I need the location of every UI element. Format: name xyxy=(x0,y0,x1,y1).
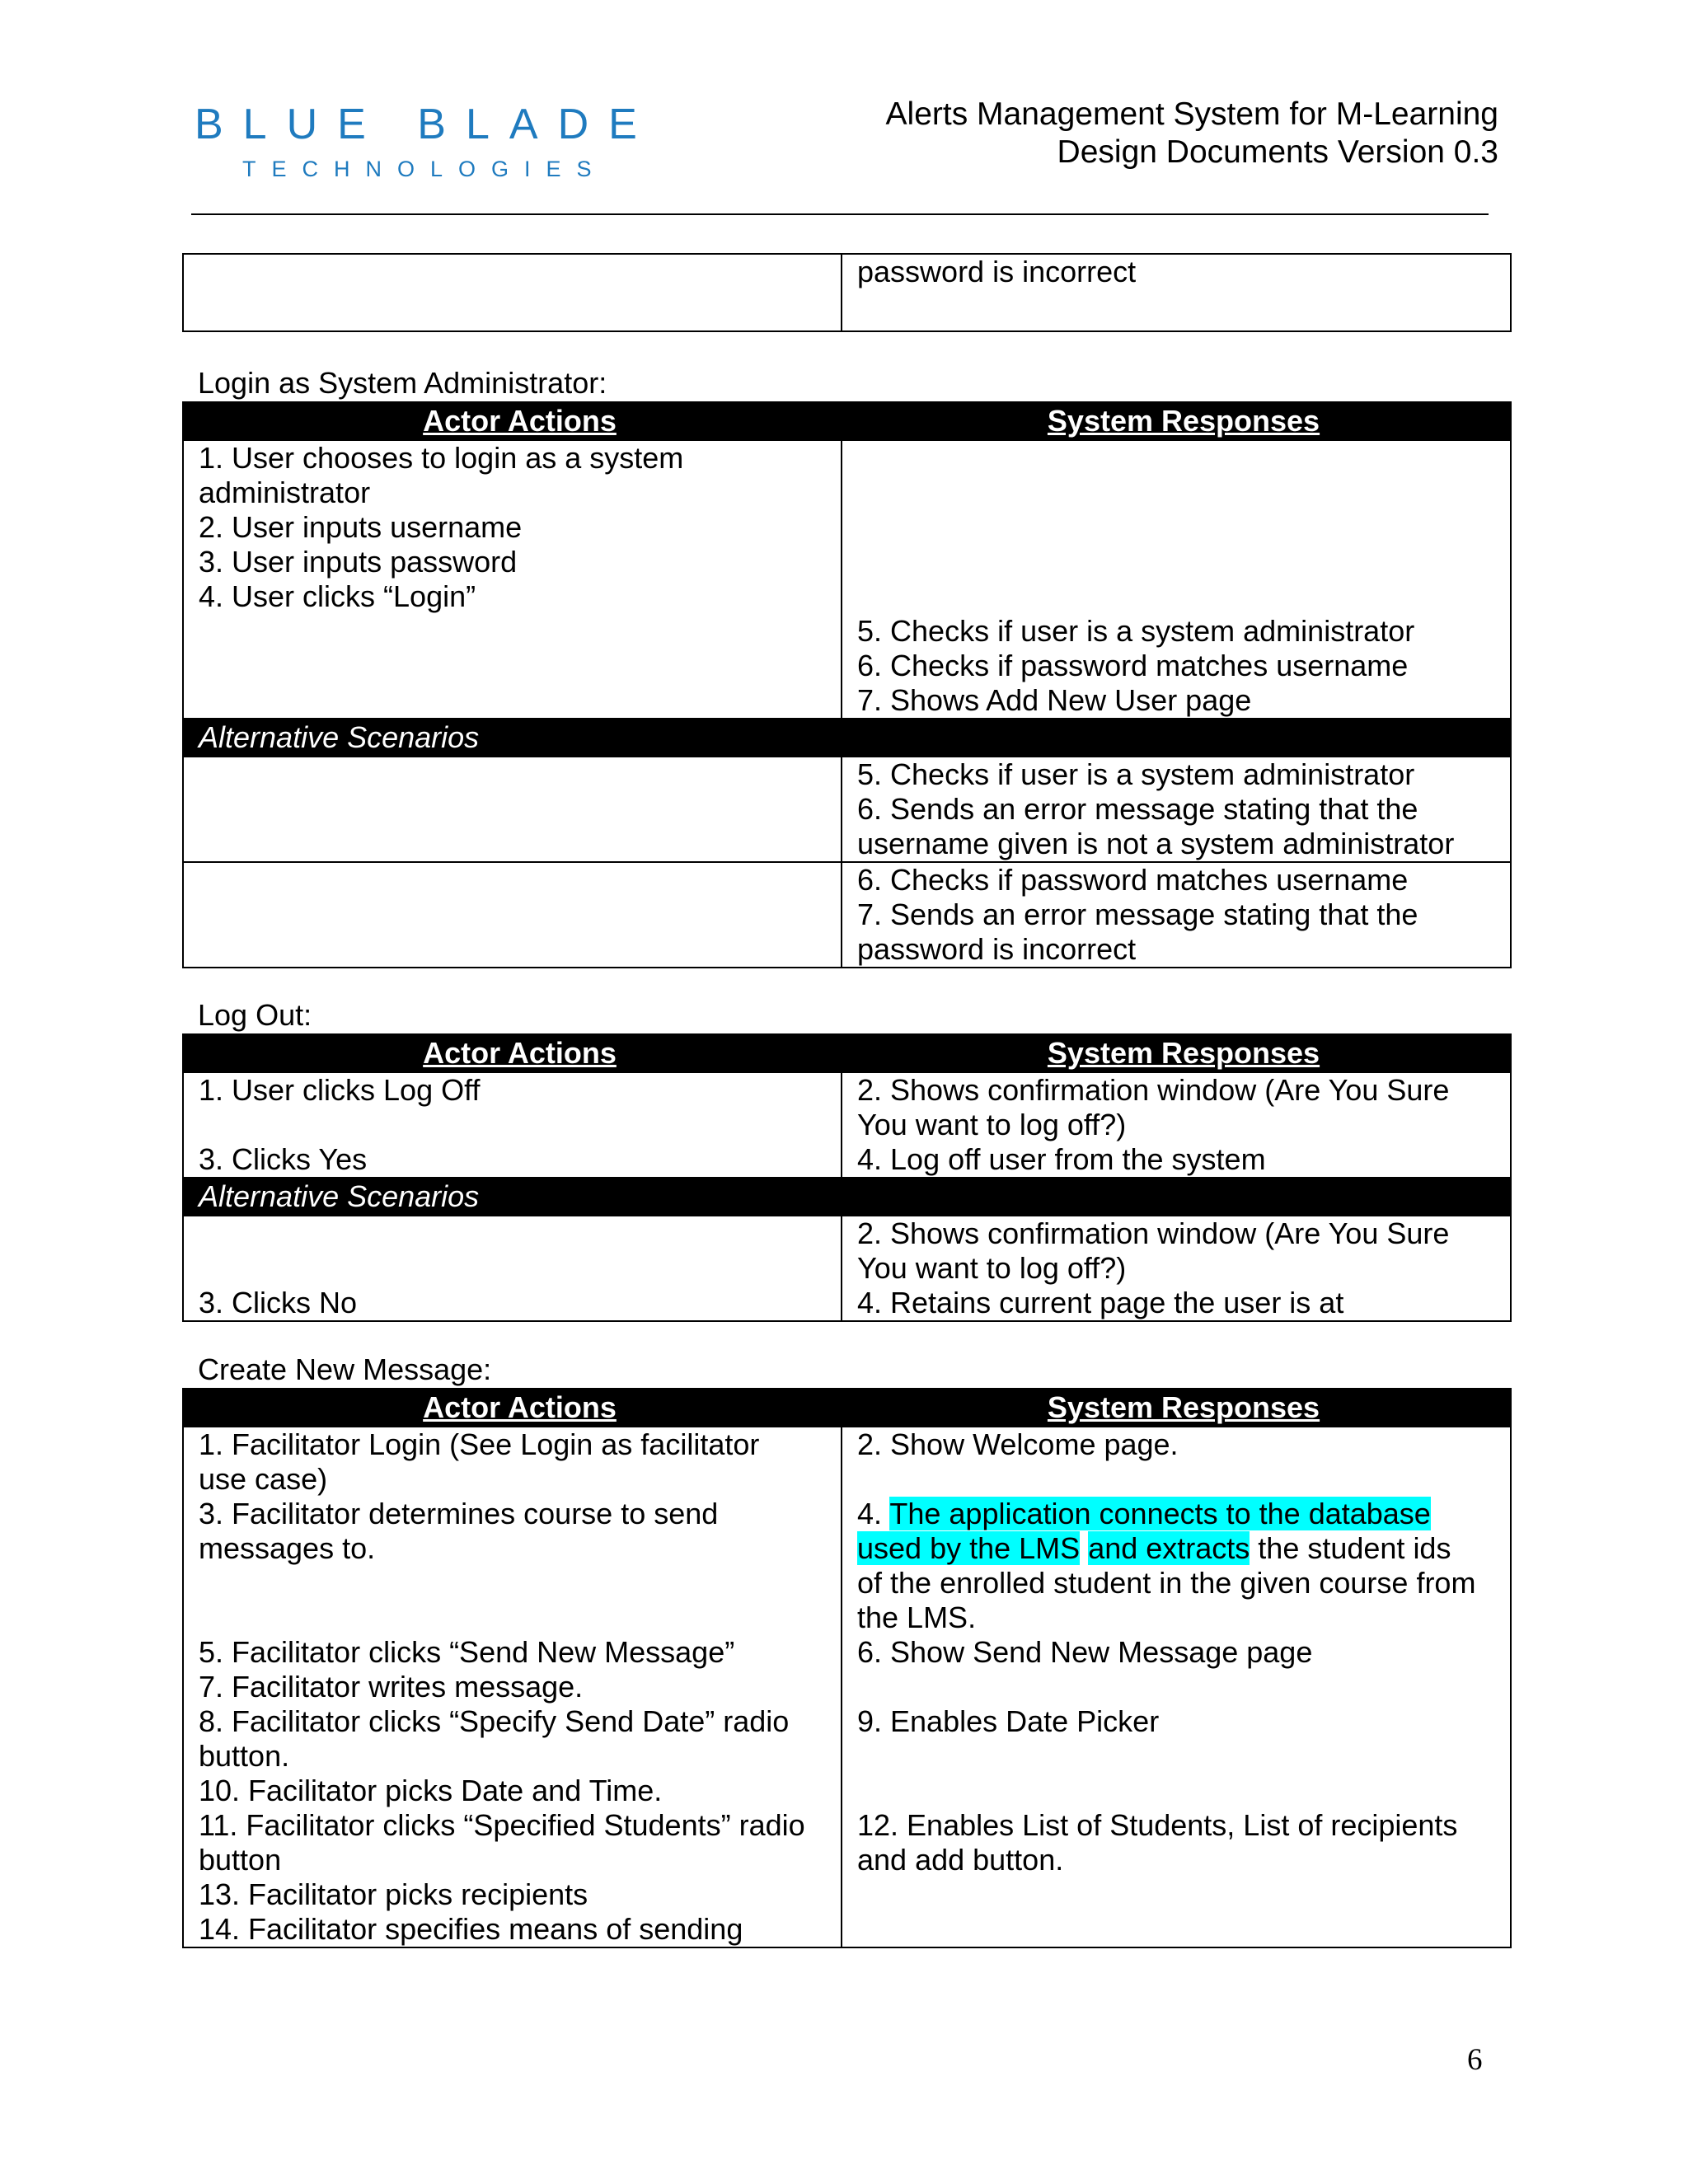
actor-cell xyxy=(183,254,842,331)
list-item: use case) xyxy=(199,1462,328,1496)
alternative-scenarios-row xyxy=(183,719,1511,757)
list-item: 7. Sends an error message stating that the xyxy=(857,898,1418,931)
list-item: 1. User clicks Log Off xyxy=(199,1073,481,1107)
list-item: 4. The application connects to the database xyxy=(857,1497,1431,1530)
list-item: used by the LMS and extracts the student ids xyxy=(857,1531,1451,1565)
header-title-line2: Design Documents Version 0.3 xyxy=(1057,134,1498,170)
actor-cell xyxy=(183,757,842,862)
list-item: 4. Log off user from the system xyxy=(857,1142,1266,1176)
document-header xyxy=(886,96,1498,171)
blue-blade-logo xyxy=(191,97,657,188)
list-item: 5. Facilitator clicks “Send New Message” xyxy=(199,1635,735,1669)
logo-sub-text: TECHNOLOGIES xyxy=(242,157,607,181)
list-item: 14. Facilitator specifies means of sending xyxy=(199,1912,743,1946)
list-item: 6. Show Send New Message page xyxy=(857,1635,1313,1669)
table-header-row xyxy=(183,1034,1511,1072)
header-system-responses: System Responses xyxy=(842,1389,1511,1427)
list-item: You want to log off?) xyxy=(857,1108,1127,1141)
list-item: 1. User chooses to login as a system xyxy=(199,441,684,475)
list-item: 2. Shows confirmation window (Are You Sure xyxy=(857,1216,1450,1250)
section-title-login-admin: Login as System Administrator: xyxy=(198,366,607,400)
header-system-responses: System Responses xyxy=(842,1034,1511,1072)
list-item: button. xyxy=(199,1739,290,1773)
list-item: 7. Shows Add New User page xyxy=(857,683,1252,717)
response-line: password is incorrect xyxy=(857,255,1137,288)
actor-cell xyxy=(183,862,842,968)
list-item: You want to log off?) xyxy=(857,1251,1127,1285)
header-divider xyxy=(191,213,1489,215)
system-cell xyxy=(842,1072,1511,1178)
list-item: 10. Facilitator picks Date and Time. xyxy=(199,1774,663,1807)
list-item: password is incorrect xyxy=(857,932,1137,966)
list-item: 6. Checks if password matches username xyxy=(857,863,1409,897)
list-item: button xyxy=(199,1843,282,1877)
header-actor-actions: Actor Actions xyxy=(183,402,842,440)
actor-cell xyxy=(183,440,842,719)
highlighted-text: and extracts xyxy=(1088,1531,1250,1565)
list-item: 3. Clicks No xyxy=(199,1286,358,1319)
table-row xyxy=(183,1427,1511,1947)
actor-cell xyxy=(183,1427,842,1947)
list-item: 4. Retains current page the user is at xyxy=(857,1286,1344,1319)
header-actor-actions: Actor Actions xyxy=(183,1034,842,1072)
create-message-table xyxy=(182,1388,1512,1948)
table-header-row xyxy=(183,1389,1511,1427)
list-item: 8. Facilitator clicks “Specify Send Date” radio xyxy=(199,1704,790,1738)
system-cell xyxy=(842,862,1511,968)
list-item: username given is not a system administrator xyxy=(857,827,1455,860)
login-admin-table xyxy=(182,401,1512,968)
highlighted-text: used by the LMS xyxy=(857,1531,1081,1565)
system-cell xyxy=(842,1427,1511,1947)
list-item: 11. Facilitator clicks “Specified Students” radio xyxy=(199,1808,805,1842)
table-row xyxy=(183,862,1511,968)
highlighted-text: The application connects to the database xyxy=(889,1497,1431,1530)
list-item: 2. Shows confirmation window (Are You Sure xyxy=(857,1073,1450,1107)
list-item: 9. Enables Date Picker xyxy=(857,1704,1160,1738)
page-number: 6 xyxy=(1467,2043,1483,2077)
table-row xyxy=(183,757,1511,862)
list-item: 5. Checks if user is a system administrator xyxy=(857,614,1415,648)
list-item: 12. Enables List of Students, List of recipients xyxy=(857,1808,1458,1842)
list-item: 6. Sends an error message stating that the xyxy=(857,792,1418,826)
actor-cell xyxy=(183,1072,842,1178)
header-actor-actions: Actor Actions xyxy=(183,1389,842,1427)
list-item: and add button. xyxy=(857,1843,1064,1877)
table-header-row xyxy=(183,402,1511,440)
system-cell xyxy=(842,254,1511,331)
continuation-table xyxy=(182,253,1512,332)
list-item: 1. Facilitator Login (See Login as facilitator xyxy=(199,1427,760,1461)
table-row xyxy=(183,440,1511,719)
section-title-create-message: Create New Message: xyxy=(198,1352,492,1386)
list-item: the LMS. xyxy=(857,1601,977,1634)
list-item: administrator xyxy=(199,476,371,509)
list-item: 2. Show Welcome page. xyxy=(857,1427,1179,1461)
section-title-logout: Log Out: xyxy=(198,998,312,1032)
alternative-scenarios-label: Alternative Scenarios xyxy=(183,1178,1511,1216)
system-cell xyxy=(842,440,1511,719)
system-cell xyxy=(842,757,1511,862)
list-item: 3. User inputs password xyxy=(199,545,518,579)
alternative-scenarios-row xyxy=(183,1178,1511,1216)
list-item: 5. Checks if user is a system administrator xyxy=(857,757,1415,791)
list-item: 3. Facilitator determines course to send xyxy=(199,1497,719,1530)
list-item: 13. Facilitator picks recipients xyxy=(199,1877,588,1911)
table-row xyxy=(183,1216,1511,1321)
table-row xyxy=(183,254,1511,331)
table-row xyxy=(183,1072,1511,1178)
list-item: 6. Checks if password matches username xyxy=(857,649,1409,682)
list-item: 2. User inputs username xyxy=(199,510,523,544)
list-item: of the enrolled student in the given course from xyxy=(857,1566,1476,1600)
list-item: messages to. xyxy=(199,1531,376,1565)
list-item: 7. Facilitator writes message. xyxy=(199,1670,584,1704)
header-system-responses: System Responses xyxy=(842,402,1511,440)
header-title-line1: Alerts Management System for M-Learning xyxy=(885,96,1498,132)
list-item: 3. Clicks Yes xyxy=(199,1142,368,1176)
logo-main-text: BLUE BLADE xyxy=(195,101,657,148)
actor-cell xyxy=(183,1216,842,1321)
list-item: 4. User clicks “Login” xyxy=(199,579,476,613)
logout-table xyxy=(182,1033,1512,1322)
system-cell xyxy=(842,1216,1511,1321)
alternative-scenarios-label: Alternative Scenarios xyxy=(183,719,1511,757)
